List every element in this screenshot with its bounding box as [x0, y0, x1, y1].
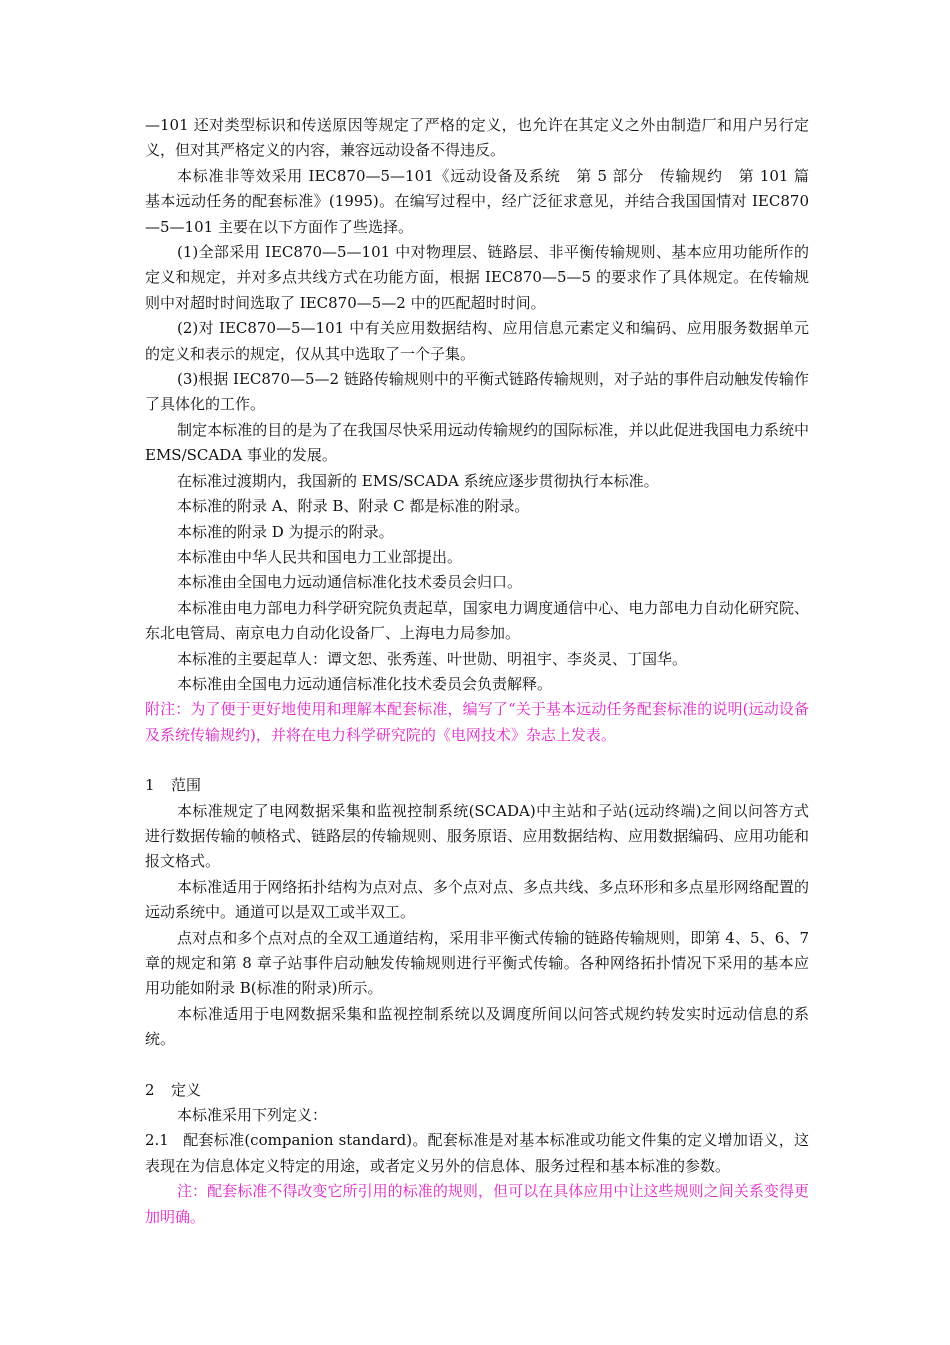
foreword-managed-by: 本标准由全国电力远动通信标准化技术委员会归口。: [177, 573, 523, 592]
foreword-item-1: (1)全部采用 IEC870—5—101 中对物理层、链路层、非平衡传输规则、基本应用功能所作的定义和规定，并对多点共线方式在功能方面，根据 IEC870—5—5 的要求作了具体规定。在传输规则中对超时时间选取了 IEC870—5—2 中的匹配超时时间。: [145, 243, 809, 312]
section-1-paragraph: 本标准规定了电网数据采集和监视控制系统(SCADA)中主站和子站(远动终端)之间以问答方式进行数据传输的帧格式、链路层的传输规则、服务原语、应用数据结构、应用数据编码、应用功能和报文格式。: [145, 801, 809, 871]
foreword-transition: 在标准过渡期内，我国新的 EMS/SCADA 系统应逐步贯彻执行本标准。: [177, 471, 659, 490]
section-2-number: 2: [145, 1080, 155, 1099]
section-1-paragraph: 本标准适用于网络拓扑结构为点对点、多个点对点、多点共线、多点环形和多点星形网络配置的远动系统中。通道可以是双工或半双工。: [145, 877, 809, 922]
foreword-item-3: (3)根据 IEC870—5—2 链路传输规则中的平衡式链路传输规则，对子站的事件启动触发传输作了具体化的工作。: [145, 370, 809, 414]
section-2-1-text: 配套标准(companion standard)。配套标准是对基本标准或功能文件集的定义增加语义，这表现在为信息体定义特定的用途，或者定义另外的信息体、服务过程和基本标准的参数。: [145, 1131, 809, 1175]
foreword-drafters: 本标准的主要起草人：谭文恕、张秀莲、叶世勋、明祖宇、李炎灵、丁国华。: [177, 649, 688, 668]
foreword-note: 附注：为了便于更好地使用和理解本配套标准，编写了“关于基本远动任务配套标准的说明(远动设备及系统传输规约)，并将在电力科学研究院的《电网技术》杂志上发表。: [145, 700, 809, 744]
foreword-item-2: (2)对 IEC870—5—101 中有关应用数据结构、应用信息元素定义和编码、应用服务数据单元的定义和表示的规定，仅从其中选取了一个子集。: [145, 319, 809, 363]
section-1-heading: [145, 773, 809, 798]
section-1-number: 1: [145, 776, 155, 795]
section-2-title: 定义: [171, 1080, 202, 1099]
foreword-appendix-informative: 本标准的附录 D 为提示的附录。: [177, 522, 394, 541]
section-1-paragraph: 点对点和多个点对点的全双工通道结构，采用非平衡式传输的链路传输规则，即第 4、5、6、7 章的规定和第 8 章子站事件启动触发传输规则进行平衡式传输。各种网络拓扑情况下采用的基本应用功能如附录 B(标准的附录)所示。: [145, 928, 809, 998]
section-1-paragraph: 本标准适用于电网数据采集和监视控制系统以及调度所间以问答式规约转发实时远动信息的系统。: [145, 1004, 809, 1049]
foreword-appendix-normative: 本标准的附录 A、附录 B、附录 C 都是标准的附录。: [177, 497, 530, 516]
foreword-drafted-by: 本标准由电力部电力科学研究院负责起草，国家电力调度通信中心、电力部电力自动化研究院、东北电管局、南京电力自动化设备厂、上海电力局参加。: [145, 598, 809, 643]
section-2-note: 注：配套标准不得改变它所引用的标准的规则，但可以在具体应用中让这些规则之间关系变得更加明确。: [145, 1182, 809, 1226]
foreword-proposed-by: 本标准由中华人民共和国电力工业部提出。: [177, 547, 463, 566]
section-2-1-number: 2.1: [145, 1131, 169, 1150]
foreword-paragraph-continuation: —101 还对类型标识和传送原因等规定了严格的定义，也允许在其定义之外由制造厂和用户另行定义，但对其严格定义的内容，兼容远动设备不得违反。: [145, 116, 809, 160]
section-2-intro: 本标准采用下列定义：: [177, 1106, 328, 1125]
section-2-heading: [145, 1078, 809, 1103]
foreword-paragraph-adoption: 本标准非等效采用 IEC870—5—101《远动设备及系统 第 5 部分 传输规约 第 101 篇 基本远动任务的配套标准》(1995)。在编写过程中，经广泛征求意见，并结合我国国情对 IEC870—5—101 主要在以下方面作了些选择。: [145, 166, 825, 236]
foreword-purpose: 制定本标准的目的是为了在我国尽快采用远动传输规约的国际标准，并以此促进我国电力系统中 EMS/SCADA 事业的发展。: [145, 420, 809, 465]
document-page: [145, 113, 825, 1230]
section-1-title: 范围: [171, 776, 202, 795]
foreword-interpreted-by: 本标准由全国电力远动通信标准化技术委员会负责解释。: [177, 674, 553, 693]
section-2-1-definition: [145, 1128, 809, 1179]
